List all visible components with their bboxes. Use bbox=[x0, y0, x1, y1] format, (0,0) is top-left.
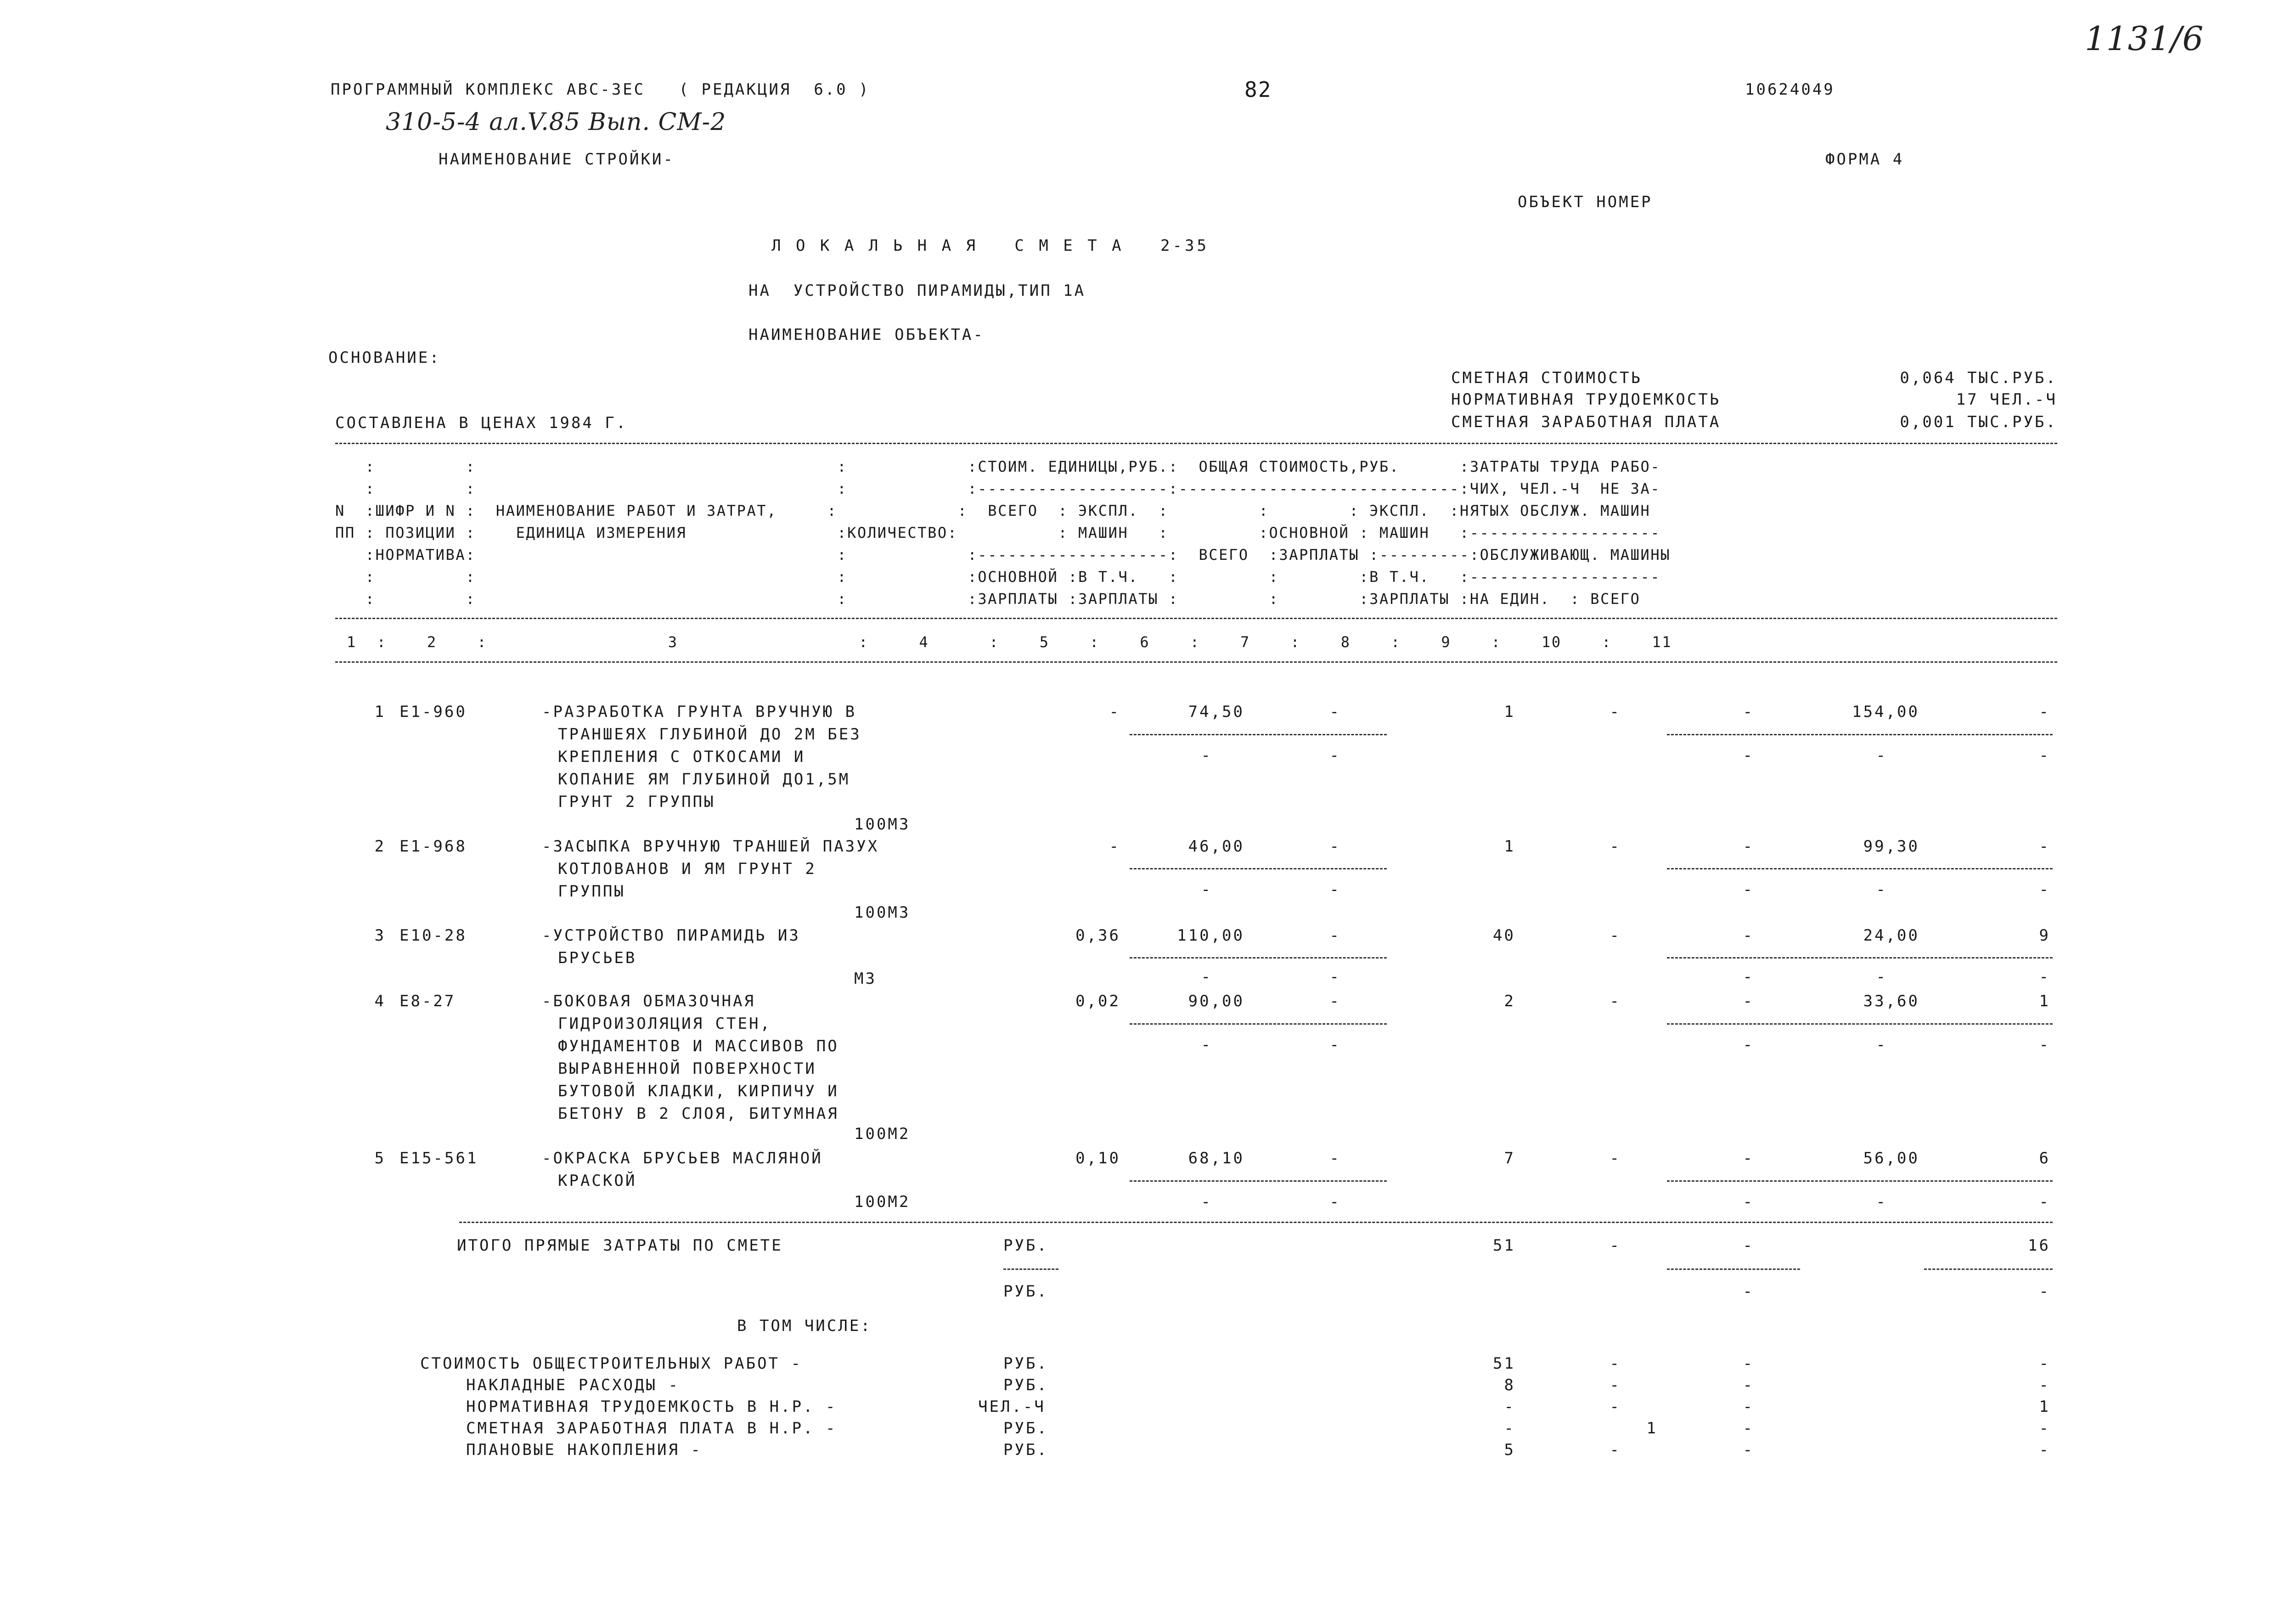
row-labor-unit: 56,00 bbox=[1863, 1149, 1919, 1167]
prices-label: СОСТАВЛЕНА В ЦЕНАХ 1984 Г. bbox=[335, 414, 628, 432]
breakdown-machines: - bbox=[1743, 1441, 1754, 1459]
breakdown-unit: РУБ. bbox=[1003, 1376, 1048, 1394]
breakdown-total: 51 bbox=[1493, 1354, 1515, 1373]
summary-label: СМЕТНАЯ СТОИМОСТЬ bbox=[1451, 369, 1642, 387]
handwritten-reference: 310-5-4 ал.V.85 Вып. СМ-2 bbox=[386, 108, 726, 136]
row-number: 2 bbox=[374, 837, 386, 856]
breakdown-machines: - bbox=[1743, 1419, 1754, 1438]
document-number: 10624049 bbox=[1745, 80, 1835, 99]
row-base-wage: - bbox=[1609, 837, 1621, 856]
summary-value: 17 ЧЕЛ.-Ч bbox=[1956, 390, 2057, 409]
row-machine-cost: - bbox=[1329, 1149, 1341, 1167]
row-name-line: -УСТРОЙСТВО ПИРАМИДЬ ИЗ bbox=[542, 926, 800, 945]
row-labor-total: 1 bbox=[2039, 992, 2050, 1010]
row-sub-value: - bbox=[1743, 1193, 1754, 1211]
row-sub-value: - bbox=[1201, 880, 1212, 899]
breakdown-label: НАКЛАДНЫЕ РАСХОДЫ - bbox=[466, 1376, 680, 1394]
table-rule bbox=[335, 661, 2057, 663]
row-unit-cost: 46,00 bbox=[1188, 837, 1244, 856]
row-base-wage: - bbox=[1609, 1149, 1621, 1167]
row-name-line: КРАСКОЙ bbox=[558, 1172, 637, 1190]
row-sub-value: - bbox=[1201, 968, 1212, 986]
row-sub-value: - bbox=[2039, 1193, 2050, 1211]
row-labor-total: 6 bbox=[2039, 1149, 2050, 1167]
row-name-line: -ОКРАСКА БРУСЬЕВ МАСЛЯНОЙ bbox=[542, 1149, 823, 1167]
row-name-line: ГРУППЫ bbox=[558, 882, 625, 901]
corner-mark: 1131/6 bbox=[2085, 19, 2204, 58]
breakdown-machines: - bbox=[1743, 1398, 1754, 1416]
row-name-line: КОПАНИЕ ЯМ ГЛУБИНОЙ ДО1,5М bbox=[558, 770, 850, 789]
totals-label: ИТОГО ПРЯМЫЕ ЗАТРАТЫ ПО СМЕТЕ bbox=[457, 1236, 783, 1255]
summary-value: 0,064 ТЫС.РУБ. bbox=[1900, 369, 2057, 387]
table-header-line: : : : :ОСНОВНОЙ :В Т.Ч. : : :В Т.Ч. :------------------- bbox=[335, 568, 1661, 586]
summary-label: НОРМАТИВНАЯ ТРУДОЕМКОСТЬ bbox=[1451, 390, 1721, 409]
row-unit-cost: 68,10 bbox=[1188, 1149, 1244, 1167]
row-name-line: -БОКОВАЯ ОБМАЗОЧНАЯ bbox=[542, 992, 755, 1010]
page-subtitle: НА УСТРОЙСТВО ПИРАМИДЫ,ТИП 1А bbox=[748, 282, 1086, 300]
breakdown-labor: - bbox=[2039, 1376, 2050, 1394]
breakdown-unit: РУБ. bbox=[1003, 1419, 1048, 1438]
row-unit-cost: 74,50 bbox=[1188, 703, 1244, 721]
row-name-line: ВЫРАВНЕННОЙ ПОВЕРХНОСТИ bbox=[558, 1060, 816, 1078]
row-separator bbox=[1130, 957, 1387, 959]
row-unit: М3 bbox=[854, 970, 877, 988]
row-sub-value: - bbox=[1743, 968, 1754, 986]
row-sub-value: - bbox=[1743, 746, 1754, 765]
form-label: ФОРМА 4 bbox=[1825, 150, 1904, 169]
row-machines: - bbox=[1743, 703, 1754, 721]
row-sub-value: - bbox=[1329, 1036, 1341, 1054]
breakdown-label: ПЛАНОВЫЕ НАКОПЛЕНИЯ - bbox=[466, 1441, 702, 1459]
row-code: Е8-27 bbox=[400, 992, 456, 1010]
table-rule bbox=[335, 443, 2057, 444]
row-number: 5 bbox=[374, 1149, 386, 1167]
row-sub-value: - bbox=[2039, 1036, 2050, 1054]
row-quantity: 0,36 bbox=[1075, 926, 1120, 945]
row-name-line: -ЗАСЫПКА ВРУЧНУЮ ТРАНШЕЙ ПАЗУХ bbox=[542, 837, 879, 856]
row-sub-value: - bbox=[1329, 746, 1341, 765]
totals-separator bbox=[1003, 1269, 1058, 1270]
totals-unit: РУБ. bbox=[1003, 1282, 1048, 1301]
totals-sub-value: - bbox=[1743, 1282, 1754, 1301]
row-unit: 100М2 bbox=[854, 1125, 911, 1143]
table-header-line: :НОРМАТИВА: : :-------------------: ВСЕГО :ЗАРПЛАТЫ :---------:ОБСЛУЖИВАЮЩ. МАШИНЫ bbox=[335, 546, 1671, 564]
row-code: Е1-960 bbox=[400, 703, 467, 721]
row-sub-value: - bbox=[1876, 746, 1887, 765]
basis-label: ОСНОВАНИЕ: bbox=[328, 349, 441, 367]
breakdown-label: НОРМАТИВНАЯ ТРУДОЕМКОСТЬ В Н.Р. - bbox=[466, 1398, 837, 1416]
breakdown-total: 8 bbox=[1504, 1376, 1515, 1394]
totals-base-wage: - bbox=[1609, 1236, 1621, 1255]
row-sub-value: - bbox=[1876, 880, 1887, 899]
breakdown-total: - bbox=[1504, 1419, 1515, 1438]
row-name-line: КРЕПЛЕНИЯ С ОТКОСАМИ И bbox=[558, 748, 805, 766]
breakdown-unit: ЧЕЛ.-Ч bbox=[978, 1398, 1046, 1416]
row-separator bbox=[1130, 868, 1387, 869]
row-sub-value: - bbox=[1743, 880, 1754, 899]
summary-label: СМЕТНАЯ ЗАРАБОТНАЯ ПЛАТА bbox=[1451, 413, 1721, 431]
breakdown-machines: - bbox=[1743, 1376, 1754, 1394]
row-sub-value: - bbox=[1201, 1193, 1212, 1211]
row-sub-value: - bbox=[1876, 1193, 1887, 1211]
breakdown-base-wage: - bbox=[1609, 1441, 1621, 1459]
row-name-line: ФУНДАМЕНТОВ И МАССИВОВ ПО bbox=[558, 1037, 839, 1055]
breakdown-total: - bbox=[1504, 1398, 1515, 1416]
row-sub-value: - bbox=[2039, 746, 2050, 765]
breakdown-labor: 1 bbox=[2039, 1398, 2050, 1416]
breakdown-label: СТОИМОСТЬ ОБЩЕСТРОИТЕЛЬНЫХ РАБОТ - bbox=[420, 1354, 802, 1373]
table-header-line: N :ШИФР И N : НАИМЕНОВАНИЕ РАБОТ И ЗАТРАТ, : : ВСЕГО : ЭКСПЛ. : : : ЭКСПЛ. :НЯТЫХ ОБСЛУЖ. МАШИН bbox=[335, 502, 1651, 519]
row-base-wage: - bbox=[1609, 992, 1621, 1010]
row-separator bbox=[1667, 1180, 2053, 1182]
row-sub-value: - bbox=[1876, 1036, 1887, 1054]
row-labor-unit: 24,00 bbox=[1863, 926, 1919, 945]
totals-machines: - bbox=[1743, 1236, 1754, 1255]
page-title: Л О К А Л Ь Н А Я С М Е Т А 2-35 bbox=[771, 237, 1209, 255]
table-header-line: : : : :СТОИМ. ЕДИНИЦЫ,РУБ.: ОБЩАЯ СТОИМОСТЬ,РУБ. :ЗАТРАТЫ ТРУДА РАБО- bbox=[335, 458, 1661, 475]
row-code: Е15-561 bbox=[400, 1149, 478, 1167]
breakdown-base-wage: - bbox=[1609, 1376, 1621, 1394]
row-machine-cost: - bbox=[1329, 837, 1341, 856]
breakdown-machines: - bbox=[1743, 1354, 1754, 1373]
row-sub-value: - bbox=[1201, 746, 1212, 765]
row-name-line: БРУСЬЕВ bbox=[558, 949, 637, 967]
totals-total: 51 bbox=[1493, 1236, 1515, 1255]
row-total: 1 bbox=[1504, 703, 1515, 721]
row-name-line: КОТЛОВАНОВ И ЯМ ГРУНТ 2 bbox=[558, 860, 816, 878]
row-sub-value: - bbox=[1876, 968, 1887, 986]
table-header-line: : : : :-------------------:----------------------------:ЧИХ, ЧЕЛ.-Ч НЕ ЗА- bbox=[335, 480, 1661, 497]
totals-separator bbox=[1924, 1269, 2053, 1270]
breakdown-base-wage: 1 bbox=[1646, 1419, 1658, 1438]
row-sub-value: - bbox=[1329, 968, 1341, 986]
row-separator bbox=[1667, 734, 2053, 735]
row-number: 1 bbox=[374, 703, 386, 721]
breakdown-base-wage: - bbox=[1609, 1354, 1621, 1373]
row-code: Е1-968 bbox=[400, 837, 467, 856]
row-quantity: - bbox=[1109, 837, 1120, 856]
page-number: 82 bbox=[1244, 77, 1272, 102]
row-labor-total: - bbox=[2039, 703, 2050, 721]
row-unit-cost: 110,00 bbox=[1177, 926, 1244, 945]
row-separator bbox=[1667, 957, 2053, 959]
summary-value: 0,001 ТЫС.РУБ. bbox=[1900, 413, 2057, 431]
row-base-wage: - bbox=[1609, 926, 1621, 945]
table-rule bbox=[459, 1222, 2053, 1223]
row-name-line: -РАЗРАБОТКА ГРУНТА ВРУЧНУЮ В bbox=[542, 703, 857, 721]
totals-separator bbox=[1667, 1269, 1800, 1270]
row-machines: - bbox=[1743, 992, 1754, 1010]
breakdown-labor: - bbox=[2039, 1354, 2050, 1373]
row-unit: 100М3 bbox=[854, 815, 911, 834]
row-labor-total: - bbox=[2039, 837, 2050, 856]
totals-unit: РУБ. bbox=[1003, 1236, 1048, 1255]
row-total: 40 bbox=[1493, 926, 1515, 945]
construction-name-label: НАИМЕНОВАНИЕ СТРОЙКИ- bbox=[439, 150, 675, 169]
breakdown-total: 5 bbox=[1504, 1441, 1515, 1459]
row-separator bbox=[1130, 734, 1387, 735]
row-total: 2 bbox=[1504, 992, 1515, 1010]
breakdown-base-wage: - bbox=[1609, 1398, 1621, 1416]
totals-labor: 16 bbox=[2028, 1236, 2050, 1255]
row-machines: - bbox=[1743, 837, 1754, 856]
row-machines: - bbox=[1743, 926, 1754, 945]
row-unit-cost: 90,00 bbox=[1188, 992, 1244, 1010]
row-name-line: БЕТОНУ В 2 СЛОЯ, БИТУМНАЯ bbox=[558, 1105, 839, 1123]
breakdown-unit: РУБ. bbox=[1003, 1354, 1048, 1373]
row-name-line: БУТОВОЙ КЛАДКИ, КИРПИЧУ И bbox=[558, 1082, 839, 1100]
row-sub-value: - bbox=[2039, 880, 2050, 899]
row-base-wage: - bbox=[1609, 703, 1621, 721]
row-quantity: 0,02 bbox=[1075, 992, 1120, 1010]
object-name-label: НАИМЕНОВАНИЕ ОБЪЕКТА- bbox=[748, 326, 985, 344]
row-total: 1 bbox=[1504, 837, 1515, 856]
row-number: 4 bbox=[374, 992, 386, 1010]
row-machine-cost: - bbox=[1329, 992, 1341, 1010]
row-machine-cost: - bbox=[1329, 926, 1341, 945]
row-separator bbox=[1130, 1023, 1387, 1025]
row-total: 7 bbox=[1504, 1149, 1515, 1167]
table-header-line: : : : :ЗАРПЛАТЫ :ЗАРПЛАТЫ : : :ЗАРПЛАТЫ :НА ЕДИН. : ВСЕГО bbox=[335, 590, 1641, 608]
breakdown-labor: - bbox=[2039, 1441, 2050, 1459]
row-sub-value: - bbox=[1201, 1036, 1212, 1054]
row-labor-total: 9 bbox=[2039, 926, 2050, 945]
row-machine-cost: - bbox=[1329, 703, 1341, 721]
row-name-line: ТРАНШЕЯХ ГЛУБИНОЙ ДО 2М БЕЗ bbox=[558, 725, 861, 744]
row-sub-value: - bbox=[1329, 880, 1341, 899]
totals-sub-value: - bbox=[2039, 1282, 2050, 1301]
row-sub-value: - bbox=[1743, 1036, 1754, 1054]
table-rule bbox=[335, 618, 2057, 619]
breakdown-label: СМЕТНАЯ ЗАРАБОТНАЯ ПЛАТА В Н.Р. - bbox=[466, 1419, 837, 1438]
row-labor-unit: 33,60 bbox=[1863, 992, 1919, 1010]
row-machines: - bbox=[1743, 1149, 1754, 1167]
row-sub-value: - bbox=[1329, 1193, 1341, 1211]
column-numbers: 1 : 2 : 3 : 4 : 5 : 6 : 7 : 8 : 9 : 10 : 11 bbox=[347, 633, 1672, 651]
row-unit: 100М2 bbox=[854, 1193, 911, 1211]
row-number: 3 bbox=[374, 926, 386, 945]
breakdown-labor: - bbox=[2039, 1419, 2050, 1438]
row-labor-unit: 99,30 bbox=[1863, 837, 1919, 856]
row-labor-unit: 154,00 bbox=[1852, 703, 1919, 721]
row-name-line: ГРУНТ 2 ГРУППЫ bbox=[558, 793, 715, 811]
object-number-label: ОБЪЕКТ НОМЕР bbox=[1518, 193, 1653, 211]
row-quantity: - bbox=[1109, 703, 1120, 721]
row-quantity: 0,10 bbox=[1075, 1149, 1120, 1167]
row-name-line: ГИДРОИЗОЛЯЦИЯ СТЕН, bbox=[558, 1015, 771, 1033]
breakdown-unit: РУБ. bbox=[1003, 1441, 1048, 1459]
row-sub-value: - bbox=[2039, 968, 2050, 986]
program-name: ПРОГРАММНЫЙ КОМПЛЕКС АВС-3ЕС ( РЕДАКЦИЯ 6.0 ) bbox=[331, 80, 870, 99]
row-code: Е10-28 bbox=[400, 926, 467, 945]
row-separator bbox=[1667, 1023, 2053, 1025]
including-label: В ТОМ ЧИСЛЕ: bbox=[737, 1317, 872, 1335]
row-separator bbox=[1130, 1180, 1387, 1182]
row-unit: 100М3 bbox=[854, 903, 911, 922]
row-separator bbox=[1667, 868, 2053, 869]
table-header-line: ПП : ПОЗИЦИИ : ЕДИНИЦА ИЗМЕРЕНИЯ :КОЛИЧЕСТВО: : МАШИН : :ОСНОВНОЙ : МАШИН :------------------- bbox=[335, 524, 1661, 541]
